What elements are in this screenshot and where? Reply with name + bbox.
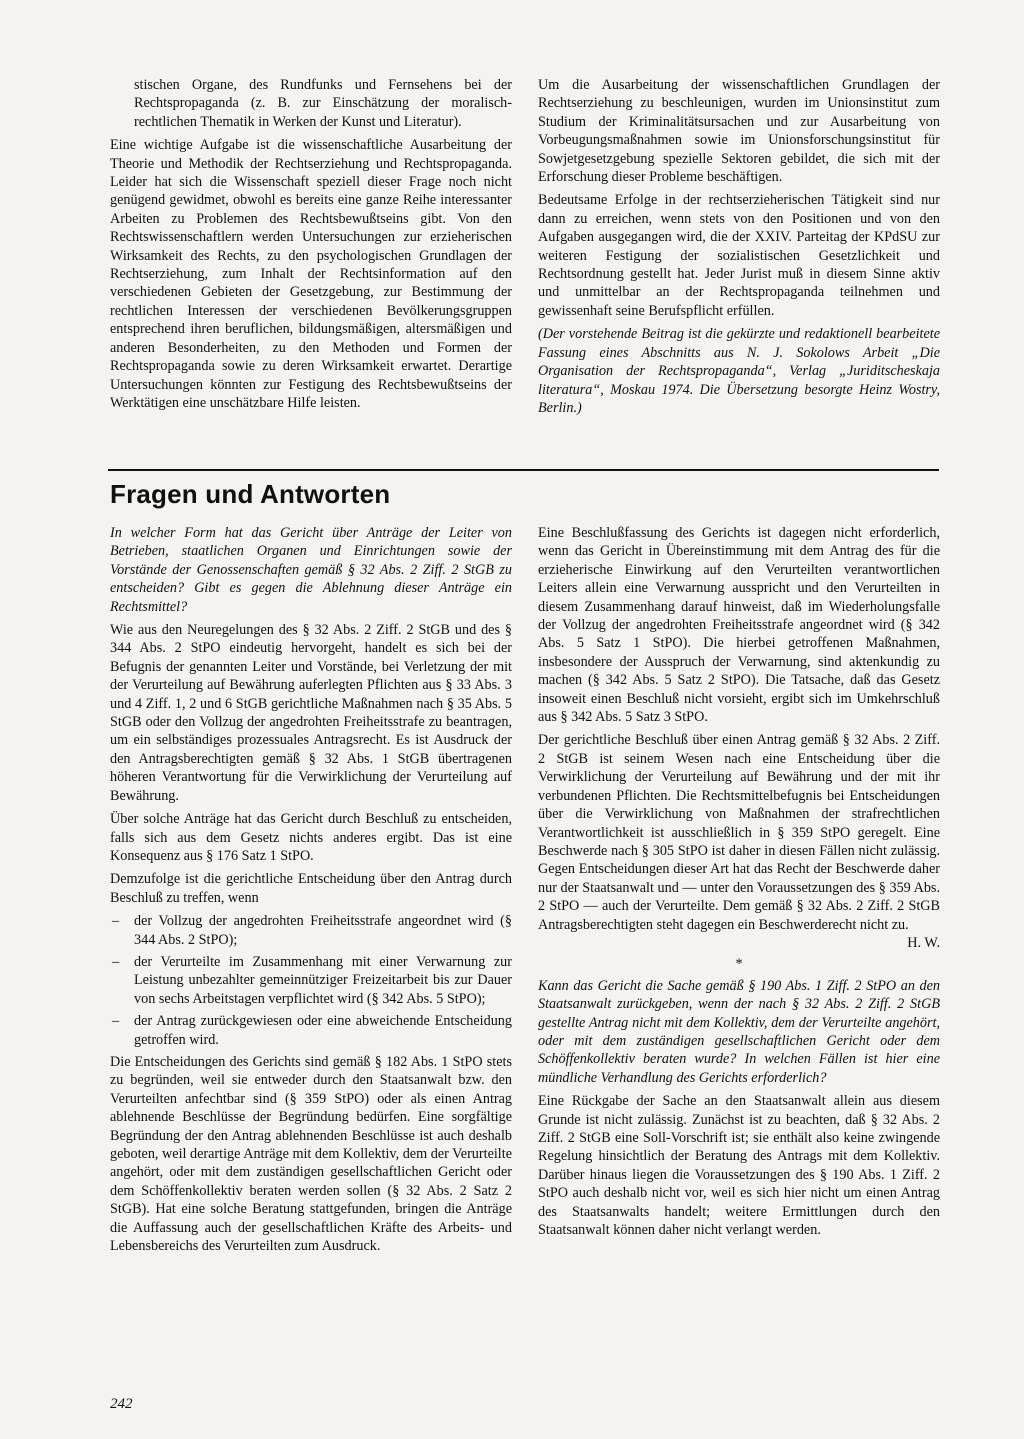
question-paragraph: Kann das Gericht die Sache gemäß § 190 Abs. 1 Ziff. 2 StPO an den Staatsanwalt zurückgeben, wenn der nach § 32 Abs. 2 Ziff. 2 StGB gestellte Antrag nicht mit dem Kollektiv, dem der Verurteilte angehört, oder mit dem zuständigen gesellschaftlichen Gericht oder dem Schöffenkollektiv beraten wurde? In welchen Fällen ist hier eine mündliche Verhandlung des Gerichts erforderlich?: [538, 977, 940, 1086]
separator-asterisk: *: [735, 956, 743, 973]
question-paragraph: (Der vorstehende Beitrag ist die gekürzte und redaktionell bearbeitete Fassung eines Abschnitts aus N. J. Sokolows Arbeit „Die Organisation der Rechtspropaganda“, Verlag „Juriditscheskaja literatura“, Moskau 1974. Die Übersetzung besorgte Heinz Wostry, Berlin.): [538, 326, 940, 416]
body-paragraph: Eine Rückgabe der Sache an den Staatsanwalt allein aus diesem Grunde ist nicht zulässig. Zunächst ist zu beachten, daß § 32 Abs. 2 Ziff. 2 StGB eine Soll-Vorschrift ist; sie enthält also keine zwingende Regelung hinsichtlich der Beratung des Antrags mit dem Kollektiv. Darüber hinaus liegen die Voraussetzungen des § 190 Abs. 1 Ziff. 2 StPO auch deshalb nicht vor, weil es sich hier nicht um einen Antrag des Staatsanwalts handelt; weitere Ermittlungen durch den Staatsanwalt können daher nicht verlangt werden.: [538, 1093, 940, 1239]
body-paragraph: Über solche Anträge hat das Gericht durch Beschluß zu entscheiden, falls sich aus dem Gesetz nichts anderes ergibt. Das ist eine Konsequenz aus § 176 Satz 1 StPO.: [110, 811, 512, 864]
question-paragraph: In welcher Form hat das Gericht über Anträge der Leiter von Betrieben, staatlichen Organen und Einrichtungen sowie der Vorstände der Genossenschaften gemäß § 32 Abs. 2 Ziff. 2 StGB zu entscheiden? Gibt es gegen die Ablehnung dieser Anträge ein Rechtsmittel?: [110, 525, 512, 615]
list-item: [110, 953, 512, 1008]
bottom-left-column: [110, 524, 512, 1260]
list-item: [110, 912, 512, 949]
body-paragraph: Demzufolge ist die gerichtliche Entscheidung über den Antrag durch Beschluß zu treffen, wenn: [110, 871, 512, 906]
body-paragraph: Die Entscheidungen des Gerichts sind gemäß § 182 Abs. 1 StPO stets zu begründen, weil sie entweder durch den Staatsanwalt bzw. den Verurteilten anfechtbar sind (§ 359 StPO) oder als einen Antrag ablehnende Beschlüsse der Begründung bedürfen. Eine sorgfältige Begründung der den Antrag ablehnenden Beschlüsse ist auch deshalb geboten, weil derartige Anträge mit dem Kollektiv, dem der Verurteilte angehört, oder mit dem zuständigen gesellschaftlichen Gericht oder dem Schöffenkollektiv beraten werden sollen (§ 32 Abs. 2 Satz 2 StGB). Hat eine solche Beratung stattgefunden, bringen die Anträge die Auffassung auch der gesellschaftlichen Kräfte des Arbeits- und Lebensbereichs des Verurteilten zum Ausdruck.: [110, 1053, 512, 1255]
body-paragraph: Um die Ausarbeitung der wissenschaftlichen Grundlagen der Rechtserziehung zu beschleunigen, wurden im Unionsinstitut zum Studium der Kriminalitätsursachen und zur Ausarbeitung von Vorbeugungsmaßnahmen sowie im Unionsforschungsinstitut für Sowjetgesetzgebung spezielle Sektoren gebildet, die sich mit der Erforschung dieser Probleme beschäftigen.: [538, 77, 940, 186]
top-right-column: [538, 76, 940, 422]
continued-paragraph: stischen Organe, des Rundfunks und Fernsehens bei der Rechtspropaganda (z. B. zur Einschätzung der moralisch-rechtlichen Thematik in Werken der Kunst und Literatur).: [134, 77, 512, 130]
body-paragraph: Bedeutsame Erfolge in der rechtserzieherischen Tätigkeit sind nur dann zu erreichen, wenn stets von den Positionen und von den Aufgaben ausgegangen wird, die der XXIV. Parteitag der KPdSU zur weiteren Festigung der sozialistischen Gesetzlichkeit und Rechtsordnung gestellt hat. Jeder Jurist muß in diesem Sinne aktiv und unmittelbar an der Rechtspropaganda teilnehmen und gewissenhaft seine Berufspflicht erfüllen.: [538, 192, 940, 319]
body-paragraph: Eine wichtige Aufgabe ist die wissenschaftliche Ausarbeitung der Theorie und Methodik der Rechtserziehung und Rechtspropaganda. Leider hat sich die Wissenschaft speziell dieser Frage noch nicht genügend gewidmet, obwohl es bereits eine ganze Reihe interessanter Arbeiten zu Problemen des Rechtsbewußtseins gibt. Von den Rechtswissenschaftlern werden Untersuchungen zur erzieherischen Wirksamkeit des Rechts, zu den psychologischen Grundlagen der Rechtserziehung, zum Inhalt der Rechtsinformation auf den verschiedenen Gebieten der Gesetzgebung, zur Bestimmung der rechtlichen Interessen der verschiedenen Bevölkerungsgruppen entsprechend ihren beruflichen, bildungsmäßigen, altersmäßigen und anderen Besonderheiten, zu den Methoden und Formen der Rechtspropaganda sowie zu deren Wirksamkeit erwartet. Derartige Untersuchungen könnten zur Festigung des Rechtsbewußtseins der Werktätigen eine unschätzbare Hilfe leisten.: [110, 137, 512, 411]
section-divider: [108, 469, 939, 471]
section-title: Fragen und Antworten: [110, 479, 391, 509]
page-number: 242: [110, 1396, 133, 1412]
dash-list: [110, 912, 512, 1049]
body-paragraph: Eine Beschlußfassung des Gerichts ist dagegen nicht erforderlich, wenn das Gericht in Übereinstimmung mit dem Antrag des für die erzieherische Einwirkung auf den Verurteilten verantwortlichen Leiters allein eine Verwarnung ausspricht und den Verurteilten in diesem Zusammenhang darauf hinweist, daß im Wiederholungsfalle der Vollzug der angedrohten Freiheitsstrafe angeordnet wird (§ 342 Abs. 5 Satz 1 StPO). Die hierbei getroffenen Maßnahmen, insbesondere der Ausspruch der Verwarnung, sind aktenkundig zu machen (§ 342 Abs. 5 Satz 2 StPO). Die Tatsache, daß das Gesetz insoweit einen Beschluß nicht vorsieht, ergibt sich im Umkehrschluß aus § 342 Abs. 5 Satz 3 StPO.: [538, 525, 940, 726]
dash-marker-icon: –: [112, 913, 120, 930]
list-item-text: der Antrag zurückgewiesen oder eine abweichende Entscheidung getroffen wird.: [134, 1013, 512, 1048]
dash-marker-icon: –: [112, 953, 120, 970]
body-paragraph: Der gerichtliche Beschluß über einen Antrag gemäß § 32 Abs. 2 Ziff. 2 StGB ist seinem Wesen nach eine Entscheidung über die Verwirklichung der Verurteilung auf Bewährung und der mit ihr verbundenen Pflichten. Die Rechtsmittelbefugnis bei Entscheidungen über die Verwirklichung von Maßnahmen der strafrechtlichen Verantwortlichkeit ist ausschließlich in § 359 StPO geregelt. Eine Beschwerde nach § 305 StPO ist daher in diesen Fällen nicht zulässig. Gegen Entscheidungen dieser Art hat das Recht der Beschwerde daher nur der Staatsanwalt und — unter den Voraussetzungen des § 359 Abs. 2 StPO — auch der Verurteilte. Dem gemäß § 32 Abs. 2 Ziff. 2 StGB Antragsberechtigten steht dagegen ein Beschwerderecht nicht zu.: [538, 732, 940, 933]
top-left-column: [110, 76, 512, 417]
author-initials: H. W.: [907, 934, 940, 951]
body-paragraph: Wie aus den Neuregelungen des § 32 Abs. 2 Ziff. 2 StGB und des § 344 Abs. 2 StPO eindeutig hervorgeht, handelt es sich bei der Befugnis der genannten Leiter und Vorstände, bei Verletzung der mit der Verurteilung auf Bewährung auferlegten Pflichten aus § 33 Abs. 3 und 4 Ziff. 1, 2 und 6 StGB gerichtliche Maßnahmen nach § 35 Abs. 5 StGB oder den Vollzug der angedrohten Freiheitsstrafe zu beantragen, um ein selbständiges prozessuales Antragsrecht. Es ist Ausdruck der den Antragsberechtigten gemäß § 32 Abs. 1 StGB übertragenen höheren Verantwortung für die Verwirklichung der Verurteilung auf Bewährung.: [110, 622, 512, 804]
list-item: [110, 1012, 512, 1049]
list-item-text: der Vollzug der angedrohten Freiheitsstrafe angeordnet wird (§ 344 Abs. 2 StPO);: [134, 913, 512, 948]
list-item-text: der Verurteilte im Zusammenhang mit einer Verwarnung zur Leistung unbezahlter gemeinnütziger Freizeitarbeit bis zur Dauer von sechs Arbeitstagen verpflichtet wird (§ 342 Abs. 5 StPO);: [134, 953, 512, 1007]
dash-marker-icon: –: [112, 1013, 120, 1030]
bottom-right-column: [538, 524, 940, 1244]
